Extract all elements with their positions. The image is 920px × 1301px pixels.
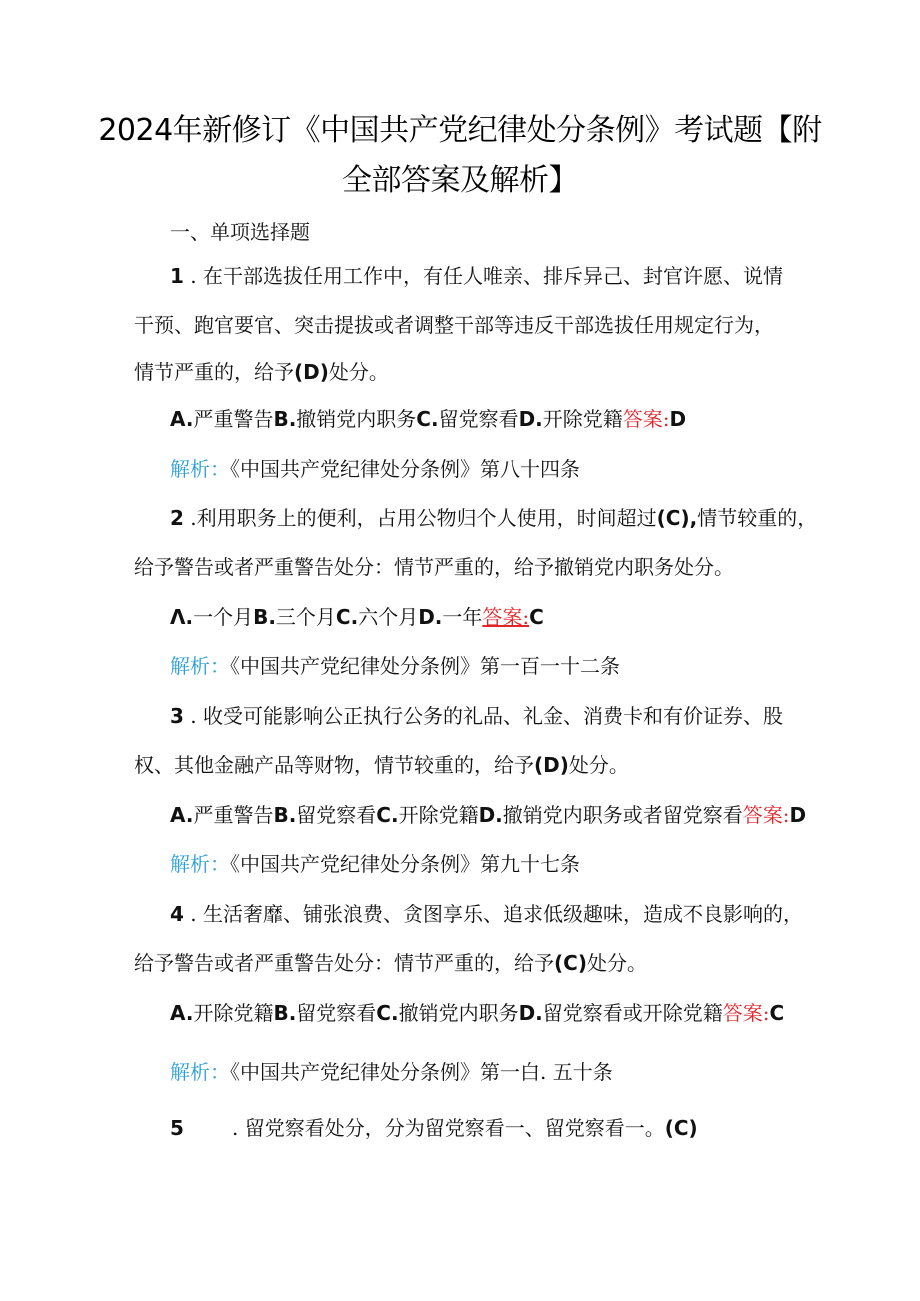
question-3-number: 3 [170,704,184,728]
explanation-label: 解析： [170,654,230,678]
question-2-line-2: 给予警告或者严重警告处分：情节严重的，给予撤销党内职务处分。 [134,555,734,579]
question-4-options: A.开除党籍B.留党察看C.撤销党内职务D.留党察看或开除党籍答案:C [170,1001,785,1025]
question-3-line-2: 权、其他金融产品等财物，情节较重的，给予(D)处分。 [134,753,629,777]
question-1-line-1: 1 . 在干部选拔任用工作中，有任人唯亲、排斥异己、封官许愿、说情 [170,264,783,288]
question-5-answer-inline: (C) [664,1116,698,1140]
question-3-explanation: 解析：《中国共产党纪律处分条例》第九十七条 [170,852,580,876]
title-line-2: 全部答案及解析】 [342,163,578,198]
question-4-line-2: 给予警告或者严重警告处分：情节严重的，给予(C)处分。 [134,951,647,975]
answer-label: 答案: [742,803,790,827]
question-2-explanation: 解析：《中国共产党纪律处分条例》第一百一十二条 [170,654,620,678]
question-4-answer: C [769,1001,785,1025]
answer-label: 答案: [722,1001,770,1025]
question-5-number: 5 [170,1116,184,1140]
question-3-answer-inline: (D) [534,753,569,777]
section-heading: 一、单项选择题 [170,220,310,244]
question-2-options: Λ.一个月B.三个月C.六个月D.一年答案:C [170,605,544,629]
answer-label: 答案: [622,407,670,431]
question-4-answer-inline: (C) [554,951,587,975]
explanation-label: 解析： [170,852,230,876]
question-2-line-1: 2 .利用职务上的便利，占用公物归个人使用，时间超过(C),情节较重的， [170,506,818,530]
question-1-explanation: 解析：《中国共产党纪律处分条例》第八十四条 [170,457,580,481]
question-4-number: 4 [170,902,184,926]
question-3-options: A.严重警告B.留党察看C.开除党籍D.撤销党内职务或者留党察看答案:D [170,803,807,827]
question-2-number: 2 [170,506,184,530]
question-4-explanation: 解析：《中国共产党纪律处分条例》第一白. 五十条 [170,1060,613,1084]
question-1-line-2: 干预、跑官要官、突击提拔或者调整干部等违反干部选拔任用规定行为， [134,313,774,337]
question-2-answer-inline: (C), [656,506,698,530]
document-title [80,106,840,206]
question-1-answer-inline: (D) [294,360,329,384]
answer-label: 答案: [482,605,530,629]
question-4-line-1: 4 . 生活奢靡、铺张浪费、贪图享乐、追求低级趣味，造成不良影响的， [170,902,803,926]
question-5-line-1: 5 . 留党察看处分，分为留党察看一、留党察看一。(C) [170,1116,698,1140]
question-1-line-3: 情节严重的，给予(D)处分。 [134,360,389,384]
title-line-1: 2024年新修订《中国共产党纪律处分条例》考试题【附 [98,113,822,148]
question-1-options: A.严重警告B.撤销党内职务C.留党察看D.开除党籍答案:D [170,407,687,431]
question-2-answer: C [529,605,544,629]
question-1-answer: D [669,407,687,431]
question-3-line-1: 3 . 收受可能影响公正执行公务的礼品、礼金、消费卡和有价证券、股 [170,704,783,728]
question-3-answer: D [789,803,807,827]
explanation-label: 解析： [170,457,230,481]
explanation-label: 解析： [170,1060,230,1084]
question-1-number: 1 [170,264,184,288]
